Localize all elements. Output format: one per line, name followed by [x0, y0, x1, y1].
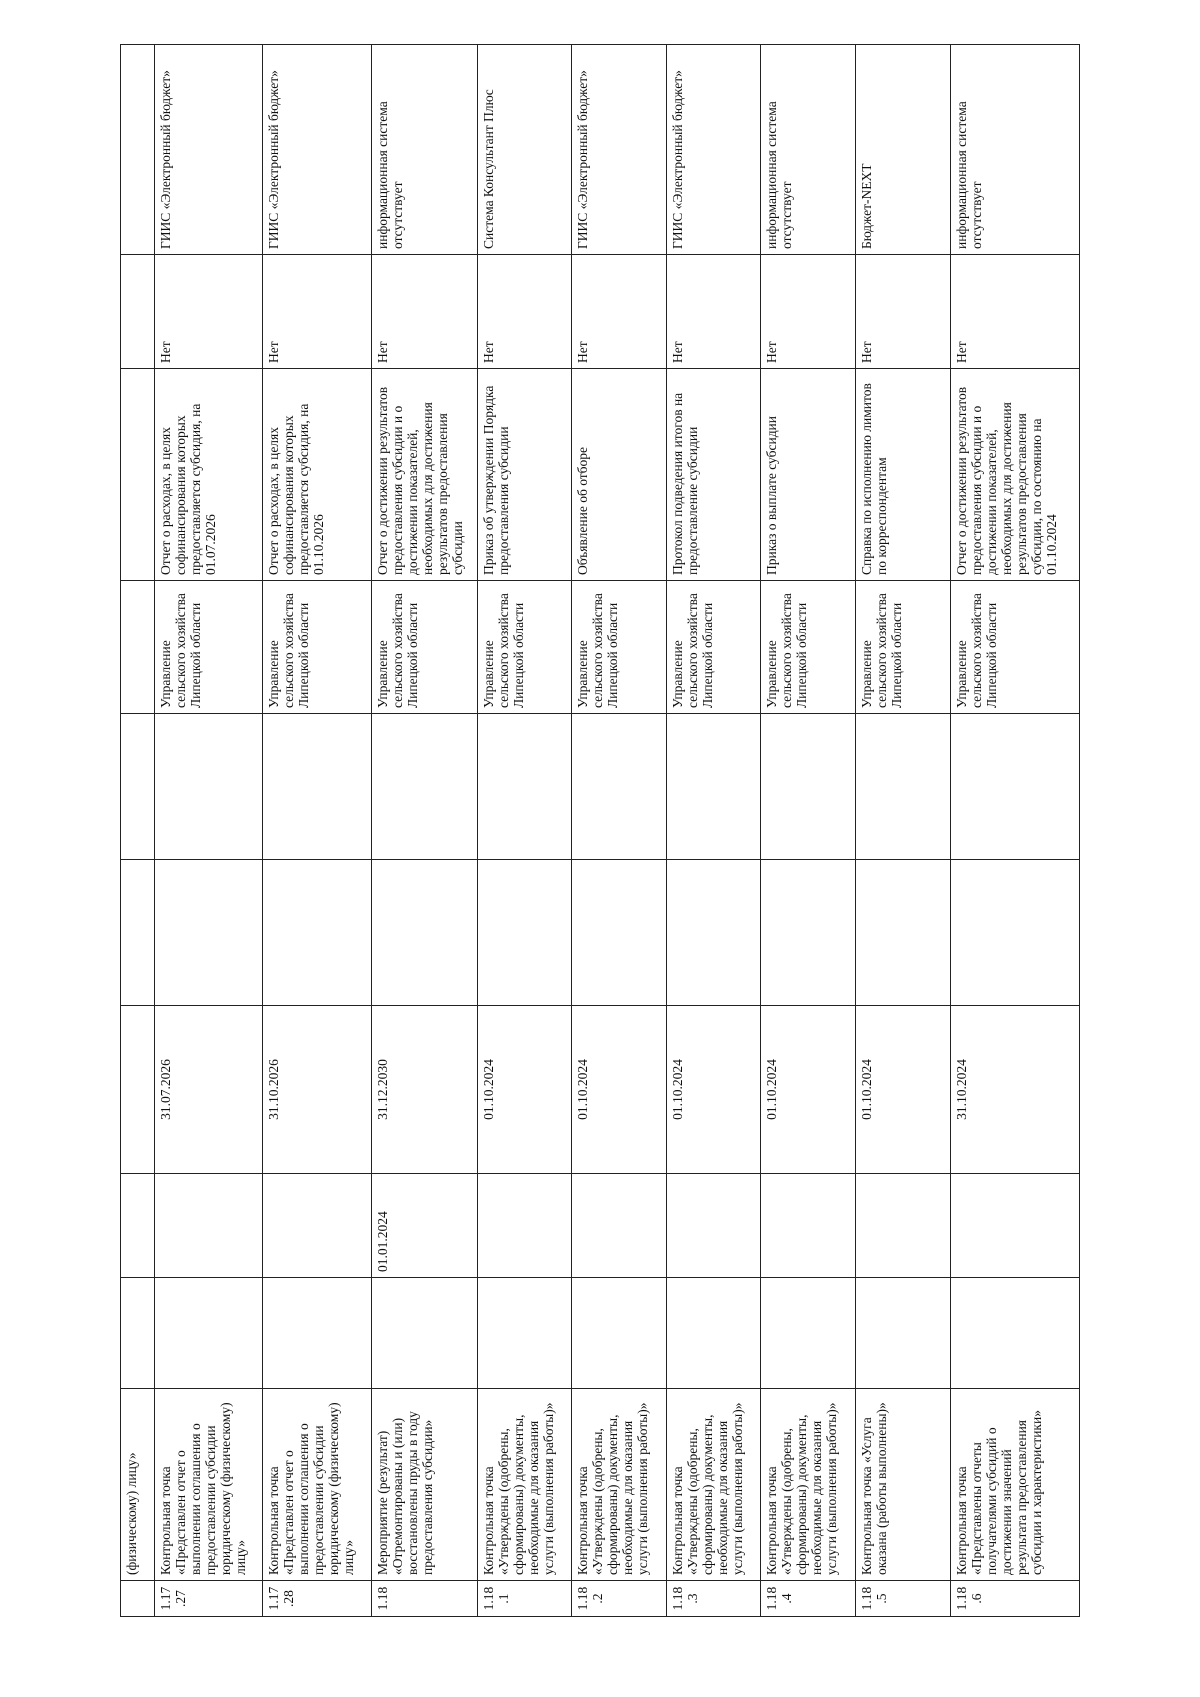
cell-col7	[761, 714, 856, 860]
cell-col7	[154, 714, 263, 860]
cell-number: 1.17.28	[263, 1581, 372, 1617]
table-body	[121, 45, 1080, 1617]
cell-start-date: 01.01.2024	[372, 1174, 477, 1278]
table-row	[121, 45, 155, 1617]
cell-info-system: ГИИС «Электронный бюджет»	[666, 45, 761, 255]
cell-number: 1.18.6	[950, 1581, 1079, 1617]
cell-number: 1.18.3	[666, 1581, 761, 1617]
cell-responsible: Управление сельского хозяйства Липецкой области	[761, 581, 856, 714]
cell-responsible: Управление сельского хозяйства Липецкой области	[950, 581, 1079, 714]
cell-number: 1.18.1	[477, 1581, 572, 1617]
cell-col3	[477, 1278, 572, 1389]
cell-document: Отчет о расходах, в целях софинансирования которых предоставляется субсидия, на 01.10.2026	[263, 369, 372, 581]
cell-col7	[263, 714, 372, 860]
cell-document: Отчет о расходах, в целях софинансирования которых предоставляется субсидия, на 01.07.2026	[154, 369, 263, 581]
cell-info-system: ГИИС «Электронный бюджет»	[263, 45, 372, 255]
cell-info-system: Бюджет-NEXT	[855, 45, 950, 255]
cell-name: Контрольная точка «Утверждены (одобрены, сформированы) документы, необходимые для оказания услуги (выполнения работы)»	[761, 1389, 856, 1581]
cell-col6	[666, 860, 761, 1006]
cell-document: Приказ об утверждении Порядка предоставления субсидии	[477, 369, 572, 581]
cell-start-date	[761, 1174, 856, 1278]
cell-start-date	[154, 1174, 263, 1278]
cell-col7	[950, 714, 1079, 860]
cell-flag: Нет	[263, 255, 372, 369]
cell-name: Мероприятие (результат) «Отремонтированы и (или) восстановлены пруды в году предоставления субсидии»	[372, 1389, 477, 1581]
cell-responsible	[121, 581, 155, 714]
cell-end-date: 31.12.2030	[372, 1006, 477, 1174]
cell-end-date: 31.10.2024	[950, 1006, 1079, 1174]
cell-col3	[121, 1278, 155, 1389]
cell-document: Отчет о достижении результатов предоставления субсидии и о достижении показателей, необходимых для достижения результатов предоставления субсидии	[372, 369, 477, 581]
cell-start-date	[666, 1174, 761, 1278]
cell-end-date: 01.10.2024	[855, 1006, 950, 1174]
cell-responsible: Управление сельского хозяйства Липецкой области	[855, 581, 950, 714]
cell-flag: Нет	[761, 255, 856, 369]
cell-name: Контрольная точка «Представлены отчеты получателями субсидий о достижении значений результата предоставления субсидии и характеристики»	[950, 1389, 1079, 1581]
cell-start-date	[477, 1174, 572, 1278]
cell-number	[121, 1581, 155, 1617]
cell-flag: Нет	[855, 255, 950, 369]
cell-col7	[477, 714, 572, 860]
cell-info-system: ГИИС «Электронный бюджет»	[572, 45, 667, 255]
cell-document: Приказ о выплате субсидии	[761, 369, 856, 581]
cell-col7	[666, 714, 761, 860]
cell-responsible: Управление сельского хозяйства Липецкой области	[477, 581, 572, 714]
cell-flag: Нет	[666, 255, 761, 369]
cell-name: Контрольная точка «Утверждены (одобрены, сформированы) документы, необходимые для оказания услуги (выполнения работы)»	[477, 1389, 572, 1581]
cell-name: Контрольная точка «Утверждены (одобрены, сформированы) документы, необходимые для оказания услуги (выполнения работы)»	[572, 1389, 667, 1581]
cell-col6	[372, 860, 477, 1006]
table-row	[666, 45, 761, 1617]
cell-col6	[572, 860, 667, 1006]
cell-info-system: ГИИС «Электронный бюджет»	[154, 45, 263, 255]
cell-start-date	[121, 1174, 155, 1278]
cell-name: Контрольная точка «Утверждены (одобрены, сформированы) документы, необходимые для оказания услуги (выполнения работы)»	[666, 1389, 761, 1581]
cell-responsible: Управление сельского хозяйства Липецкой области	[572, 581, 667, 714]
table-row	[477, 45, 572, 1617]
cell-start-date	[855, 1174, 950, 1278]
cell-responsible: Управление сельского хозяйства Липецкой области	[666, 581, 761, 714]
cell-name: Контрольная точка «Услуга оказана (работы выполнены)»	[855, 1389, 950, 1581]
cell-info-system	[121, 45, 155, 255]
cell-responsible: Управление сельского хозяйства Липецкой области	[154, 581, 263, 714]
cell-col6	[154, 860, 263, 1006]
cell-col7	[121, 714, 155, 860]
cell-flag: Нет	[477, 255, 572, 369]
cell-col3	[950, 1278, 1079, 1389]
cell-col7	[855, 714, 950, 860]
cell-responsible: Управление сельского хозяйства Липецкой области	[263, 581, 372, 714]
cell-start-date	[950, 1174, 1079, 1278]
cell-info-system: информационная система отсутствует	[372, 45, 477, 255]
cell-col3	[855, 1278, 950, 1389]
cell-end-date: 01.10.2024	[666, 1006, 761, 1174]
cell-col3	[666, 1278, 761, 1389]
cell-flag: Нет	[572, 255, 667, 369]
cell-start-date	[263, 1174, 372, 1278]
cell-col7	[572, 714, 667, 860]
cell-number: 1.18.2	[572, 1581, 667, 1617]
cell-document	[121, 369, 155, 581]
cell-col6	[761, 860, 856, 1006]
cell-col6	[477, 860, 572, 1006]
cell-responsible: Управление сельского хозяйства Липецкой области	[372, 581, 477, 714]
table-row	[154, 45, 263, 1617]
cell-col3	[572, 1278, 667, 1389]
cell-col6	[855, 860, 950, 1006]
cell-col3	[372, 1278, 477, 1389]
cell-start-date	[572, 1174, 667, 1278]
cell-number: 1.18	[372, 1581, 477, 1617]
cell-col6	[263, 860, 372, 1006]
table-row	[950, 45, 1079, 1617]
cell-end-date: 31.07.2026	[154, 1006, 263, 1174]
cell-info-system: информационная система отсутствует	[761, 45, 856, 255]
cell-col3	[761, 1278, 856, 1389]
cell-document: Объявление об отборе	[572, 369, 667, 581]
cell-info-system: Система Консультант Плюс	[477, 45, 572, 255]
cell-name: Контрольная точка «Представлен отчет о выполнении соглашения о предоставлении субсидии юридическому (физическому) лицу»	[263, 1389, 372, 1581]
cell-end-date: 01.10.2024	[477, 1006, 572, 1174]
cell-col6	[121, 860, 155, 1006]
cell-document: Протокол подведения итогов на предоставление субсидии	[666, 369, 761, 581]
cell-col6	[950, 860, 1079, 1006]
rotated-table-container	[120, 45, 1080, 1617]
table-row	[761, 45, 856, 1617]
cell-number: 1.18.4	[761, 1581, 856, 1617]
cell-col7	[372, 714, 477, 860]
cell-document: Справка по исполнению лимитов по корреспондентам	[855, 369, 950, 581]
cell-info-system: информационная система отсутствует	[950, 45, 1079, 255]
table-row	[855, 45, 950, 1617]
cell-flag: Нет	[950, 255, 1079, 369]
table-row	[372, 45, 477, 1617]
cell-document: Отчет о достижении результатов предоставления субсидии и о достижении показателей, необходимых для достижения результатов предоставления субсидии, по состоянию на 01.10.2024	[950, 369, 1079, 581]
cell-flag: Нет	[372, 255, 477, 369]
cell-end-date: 01.10.2024	[761, 1006, 856, 1174]
cell-flag	[121, 255, 155, 369]
cell-col3	[154, 1278, 263, 1389]
cell-number: 1.18.5	[855, 1581, 950, 1617]
cell-col3	[263, 1278, 372, 1389]
table-row	[572, 45, 667, 1617]
plan-table	[120, 44, 1080, 1617]
cell-end-date	[121, 1006, 155, 1174]
cell-name: Контрольная точка «Представлен отчет о выполнении соглашения о предоставлении субсидии юридическому (физическому) лицу»	[154, 1389, 263, 1581]
table-row	[263, 45, 372, 1617]
cell-name: (физическому) лицу»	[121, 1389, 155, 1581]
cell-flag: Нет	[154, 255, 263, 369]
cell-end-date: 31.10.2026	[263, 1006, 372, 1174]
cell-number: 1.17.27	[154, 1581, 263, 1617]
cell-end-date: 01.10.2024	[572, 1006, 667, 1174]
